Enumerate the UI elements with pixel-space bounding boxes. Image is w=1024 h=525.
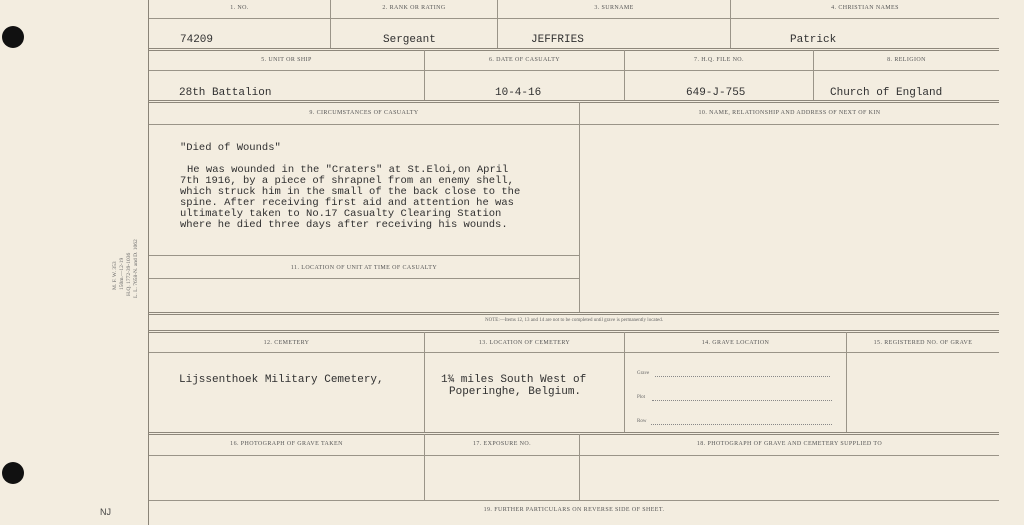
- location-cemetery-line1: 1¾ miles South West of: [441, 374, 587, 386]
- cemetery-value: Lijssenthoek Military Cemetery,: [179, 374, 384, 386]
- header-further-particulars: 19. FURTHER PARTICULARS ON REVERSE SIDE OF SHEET.: [483, 507, 665, 513]
- grave-label: Grave: [637, 371, 650, 376]
- punch-hole-top: [2, 26, 24, 48]
- header-photo-supplied: 18. PHOTOGRAPH OF GRAVE AND CEMETERY SUPPLIED TO: [696, 441, 883, 447]
- location-cemetery-line2: Poperinghe, Belgium.: [449, 386, 582, 398]
- note-text: NOTE:—Items 12, 13 and 14 are not to be completed until grave is permanently located.: [484, 318, 663, 323]
- header-exposure: 17. EXPOSURE NO.: [472, 441, 532, 447]
- surname-value: JEFFRIES: [531, 34, 584, 46]
- side-print-1: M. F. W. 353: [112, 261, 118, 290]
- file-number-value: 649-J-755: [686, 87, 746, 99]
- circumstances-title: "Died of Wounds": [180, 142, 281, 154]
- side-print-4: L. L. 7658-N. and D. 1062: [133, 239, 139, 298]
- row-label: Row: [637, 419, 647, 424]
- plot-field-line: [652, 400, 832, 401]
- header-file: 7. H.Q. FILE NO.: [694, 57, 744, 63]
- grave-field-line: [655, 376, 830, 377]
- initials: NJ: [100, 507, 111, 517]
- header-rank: 2. RANK OR RATING: [382, 5, 446, 11]
- unit-value: 28th Battalion: [179, 87, 272, 99]
- christian-names-value: Patrick: [790, 34, 837, 46]
- header-circumstances: 9. CIRCUMSTANCES OF CASUALTY: [309, 110, 419, 116]
- header-grave-location: 14. GRAVE LOCATION: [701, 340, 770, 346]
- header-location-unit: 11. LOCATION OF UNIT AT TIME OF CASUALTY: [290, 265, 438, 271]
- side-print-3: H.Q. 1772-39-1036: [126, 252, 132, 296]
- header-surname: 3. SURNAME: [594, 5, 634, 11]
- circumstances-line: where he died three days after receiving his wounds.: [180, 219, 508, 231]
- header-date: 6. DATE OF CASUALTY: [488, 57, 561, 63]
- punch-hole-bottom: [2, 462, 24, 484]
- header-location-cemetery: 13. LOCATION OF CEMETERY: [478, 340, 571, 346]
- side-print-2: 150m.—12-19: [119, 257, 125, 290]
- religion-value: Church of England: [830, 87, 943, 99]
- rank-value: Sergeant: [383, 34, 436, 46]
- plot-label: Plot: [637, 395, 646, 400]
- row-field-line: [651, 424, 832, 425]
- circumstances-line: He was wounded in the "Craters" at St.Eloi,on April: [187, 164, 509, 176]
- header-christian-names: 4. CHRISTIAN NAMES: [831, 5, 899, 11]
- circumstances-line: 7th 1916, by a piece of shrapnel from an enemy shell,: [180, 175, 514, 187]
- circumstances-line: which struck him in the small of the back close to the: [180, 186, 521, 198]
- service-number: 74209: [180, 34, 214, 46]
- header-unit: 5. UNIT OR SHIP: [261, 57, 312, 63]
- circumstances-line: spine. After receiving first aid and attention he was: [180, 197, 514, 209]
- header-no: 1. NO.: [230, 5, 249, 11]
- header-next-of-kin: 10. NAME, RELATIONSHIP AND ADDRESS OF NEXT OF KIN: [698, 110, 881, 116]
- header-cemetery: 12. CEMETERY: [263, 340, 310, 346]
- header-registered-no: 15. REGISTERED NO. OF GRAVE: [873, 340, 973, 346]
- circumstances-line: ultimately taken to No.17 Casualty Clearing Station: [180, 208, 502, 220]
- header-religion: 8. RELIGION: [887, 57, 926, 63]
- header-photo-taken: 16. PHOTOGRAPH OF GRAVE TAKEN: [230, 441, 343, 447]
- date-of-casualty-value: 10-4-16: [495, 87, 542, 99]
